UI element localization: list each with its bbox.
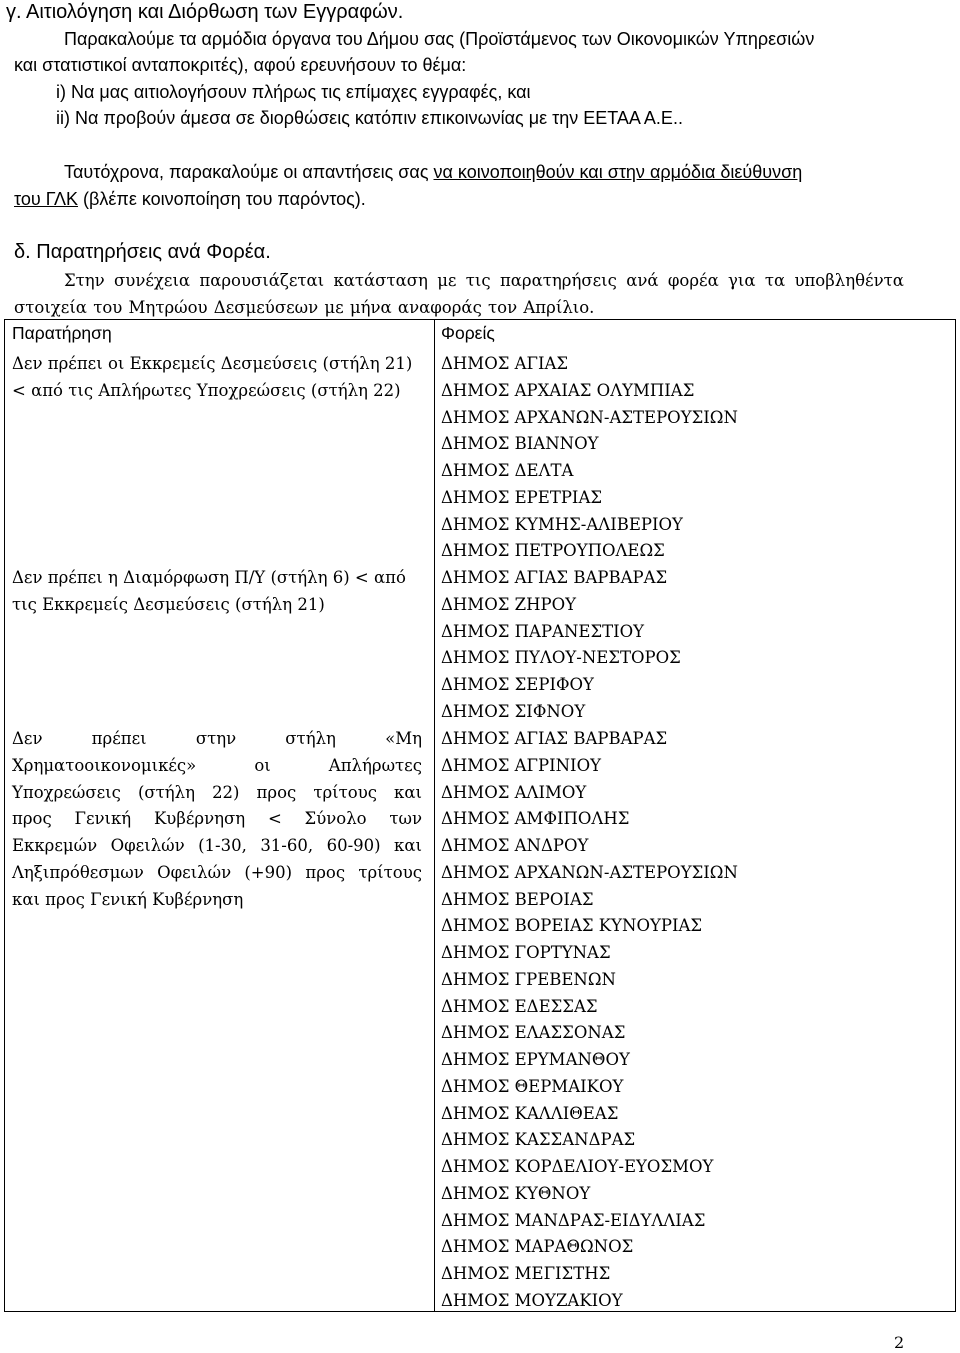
observation-line <box>12 833 422 860</box>
observation-word: των <box>389 809 422 829</box>
notice-underlined-2: του ΓΛΚ <box>14 189 79 209</box>
municipalities-group-3 <box>441 726 738 1315</box>
observation-line <box>12 726 422 753</box>
observation-word: Σύνολο <box>304 809 367 829</box>
observation-word: Απλήρωτες <box>328 755 422 775</box>
observation-word: τρίτους <box>313 782 377 802</box>
municipality-item: ΔΗΜΟΣ ΜΟΥΖΑΚΙΟΥ <box>441 1290 623 1310</box>
delta-word: με <box>437 271 457 290</box>
municipality-item: ΔΗΜΟΣ ΑΓΙΑΣ ΒΑΡΒΑΡΑΣ <box>441 568 668 587</box>
delta-word: για <box>728 271 756 290</box>
observation-word: και <box>394 782 422 802</box>
municipality-item: ΔΗΜΟΣ ΘΕΡΜΑΙΚΟΥ <box>441 1076 624 1096</box>
municipality-item: ΔΗΜΟΣ ΕΡΕΤΡΙΑΣ <box>441 487 603 507</box>
municipality-item: ΔΗΜΟΣ ΕΛΑΣΣΟΝΑΣ <box>441 1023 626 1043</box>
observation-word: Οφειλών <box>157 862 232 882</box>
observation-word: «Μη <box>385 729 422 748</box>
observation-word: στην <box>195 729 237 748</box>
observation-word: 60-90) <box>326 836 381 855</box>
municipality-item: ΔΗΜΟΣ ΚΥΜΗΣ-ΑΛΙΒΕΡΙΟΥ <box>441 514 683 534</box>
delta-word: παρατηρήσεις <box>499 271 617 290</box>
municipality-item: ΔΗΜΟΣ ΕΡΥΜΑΝΘΟΥ <box>441 1050 630 1069</box>
observation-word: και προς Γενική Κυβέρνηση <box>12 889 244 909</box>
delta-word: ανά <box>626 271 659 290</box>
observation-word: προς <box>12 809 52 829</box>
intro-line-1: Παρακαλούμε τα αρμόδια όργανα του Δήμου σας (Προϊστάμενος των Οικονομικών Υπηρεσιών <box>64 29 815 49</box>
item-ii: ii) Να προβούν άμεσα σε διορθώσεις κατόπιν επικοινωνίας με την ΕΕΤΑΑ Α.Ε.. <box>56 108 683 128</box>
observation-word: Οφειλών <box>110 836 185 855</box>
municipality-item: ΔΗΜΟΣ ΒΟΡΕΙΑΣ ΚΥΝΟΥΡΙΑΣ <box>441 916 703 936</box>
section-gamma-title: γ. Αιτιολόγηση και Διόρθωση των Εγγραφών. <box>6 1 404 23</box>
section-delta-title: δ. Παρατηρήσεις ανά Φορέα. <box>14 241 271 263</box>
municipality-item: ΔΗΜΟΣ ΑΓΙΑΣ ΒΑΡΒΑΡΑΣ <box>441 729 668 748</box>
municipality-item: ΔΗΜΟΣ ΠΑΡΑΝΕΣΤΙΟΥ <box>441 621 645 641</box>
municipality-item: ΔΗΜΟΣ ΑΜΦΙΠΟΛΗΣ <box>441 809 630 829</box>
observation-word: Γενική <box>74 809 132 829</box>
delta-word: τις <box>465 271 491 290</box>
observation-line <box>12 806 422 833</box>
observation-word: (στήλη <box>137 782 196 802</box>
observation-word: (1-30, <box>198 836 247 855</box>
observation-word: τρίτους <box>358 862 422 882</box>
observations-table <box>4 319 956 1312</box>
municipality-item: ΔΗΜΟΣ ΚΟΡΔΕΛΙΟΥ-ΕΥΟΣΜΟΥ <box>441 1157 714 1176</box>
notice-rest: (βλέπε κοινοποίηση του παρόντος). <box>83 189 366 209</box>
observation-word: Κυβέρνηση <box>153 809 246 829</box>
header-bodies: Φορείς <box>441 323 495 343</box>
municipality-item: ΔΗΜΟΣ ΒΙΑΝΝΟΥ <box>441 434 599 454</box>
municipality-item: ΔΗΜΟΣ ΚΑΣΣΑΝΔΡΑΣ <box>441 1130 636 1150</box>
delta-word: παρουσιάζεται <box>199 271 325 290</box>
observation-line <box>12 780 422 807</box>
observation-word: τις Εκκρεμείς Δεσμεύσεις (στήλη 21) <box>12 594 325 614</box>
municipality-item: ΔΗΜΟΣ ΔΕΛΤΑ <box>441 461 574 480</box>
observation-word: οι <box>254 755 271 775</box>
header-observation: Παρατήρηση <box>12 323 112 343</box>
notice-line-2 <box>14 186 366 212</box>
observation-word: προς <box>256 782 297 802</box>
observation-line <box>12 378 422 405</box>
municipality-item: ΔΗΜΟΣ ΜΕΓΙΣΤΗΣ <box>441 1264 611 1283</box>
observation-word: Δεν πρέπει η Διαμόρφωση Π/Υ (στήλη 6) < από <box>12 568 406 587</box>
delta-word: κατάσταση <box>333 271 428 290</box>
observation-group-2 <box>12 565 422 619</box>
municipality-item: ΔΗΜΟΣ ΑΡΧΑΝΩΝ-ΑΣΤΕΡΟΥΣΙΩΝ <box>441 862 738 882</box>
municipality-item: ΔΗΜΟΣ ΑΡΧΑΙΑΣ ΟΛΥΜΠΙΑΣ <box>441 380 695 400</box>
observation-line <box>12 753 422 780</box>
observation-word: Δεν <box>12 729 43 748</box>
municipality-item: ΔΗΜΟΣ ΕΔΕΣΣΑΣ <box>441 996 598 1016</box>
observation-word: Ληξιπρόθεσμων <box>12 862 144 882</box>
observation-word: < <box>267 809 282 829</box>
municipalities-group-1 <box>441 351 738 565</box>
municipality-item: ΔΗΜΟΣ ΜΑΝΔΡΑΣ-ΕΙΔΥΛΛΙΑΣ <box>441 1210 706 1230</box>
municipality-item: ΔΗΜΟΣ ΑΓΙΑΣ <box>441 354 569 373</box>
municipality-item: ΔΗΜΟΣ ΣΕΡΙΦΟΥ <box>441 675 594 694</box>
observation-word: πρέπει <box>91 729 147 748</box>
municipality-item: ΔΗΜΟΣ ΚΑΛΛΙΘΕΑΣ <box>441 1103 619 1123</box>
municipality-item: ΔΗΜΟΣ ΑΓΡΙΝΙΟΥ <box>441 755 601 775</box>
delta-word: συνέχεια <box>114 271 191 290</box>
delta-word: τα <box>764 271 786 290</box>
observation-word: προς <box>305 862 346 882</box>
item-i: i) Να μας αιτιολογήσουν πλήρως τις επίμαχες εγγραφές, και <box>56 82 531 102</box>
observation-line <box>12 887 422 914</box>
municipality-item: ΔΗΜΟΣ ΠΥΛΟΥ-ΝΕΣΤΟΡΟΣ <box>441 648 681 668</box>
delta-word: υποβληθέντα <box>794 271 904 290</box>
municipality-item: ΔΗΜΟΣ ΖΗΡΟΥ <box>441 594 577 614</box>
observation-word: < από τις Απλήρωτες Υποχρεώσεις (στήλη 22) <box>12 380 401 400</box>
observation-group-1 <box>12 351 422 405</box>
municipality-item: ΔΗΜΟΣ ΚΥΘΝΟΥ <box>441 1183 591 1203</box>
notice-underlined-1: να κοινοποιηθούν και στην αρμόδια διεύθυνση <box>433 162 803 182</box>
municipality-item: ΔΗΜΟΣ ΑΛΙΜΟΥ <box>441 782 587 802</box>
intro-line-2: και στατιστικοί ανταποκριτές), αφού ερευνήσουν το θέμα: <box>14 55 467 75</box>
observation-line <box>12 565 422 592</box>
observation-word: στήλη <box>285 729 336 748</box>
municipality-item: ΔΗΜΟΣ ΒΕΡΟΙΑΣ <box>441 889 594 909</box>
delta-word: φορέα <box>667 271 719 290</box>
municipality-item: ΔΗΜΟΣ ΓΡΕΒΕΝΩΝ <box>441 969 616 989</box>
notice-line-1 <box>64 159 802 185</box>
municipality-item: ΔΗΜΟΣ ΠΕΤΡΟΥΠΟΛΕΩΣ <box>441 541 665 561</box>
observation-line <box>12 592 422 619</box>
observation-word: Δεν πρέπει οι Εκκρεμείς Δεσμεύσεις (στήλη 21) <box>12 354 413 373</box>
delta-text-line-1 <box>64 268 904 294</box>
notice-plain: Ταυτόχρονα, παρακαλούμε οι απαντήσεις σας <box>64 162 429 182</box>
observation-line <box>12 351 422 378</box>
observation-word: Χρηματοοικονομικές» <box>12 755 197 775</box>
municipality-item: ΔΗΜΟΣ ΑΝΔΡΟΥ <box>441 836 589 855</box>
municipality-item: ΔΗΜΟΣ ΓΟΡΤΥΝΑΣ <box>441 943 611 962</box>
municipality-item: ΔΗΜΟΣ ΜΑΡΑΘΩΝΟΣ <box>441 1237 634 1257</box>
delta-word: Στην <box>64 271 105 290</box>
observation-line <box>12 860 422 887</box>
observation-group-3 <box>12 726 422 913</box>
observation-word: και <box>394 836 422 855</box>
column-divider <box>434 320 435 1311</box>
observation-word: Εκκρεμών <box>12 836 98 855</box>
municipalities-group-2 <box>441 565 681 726</box>
observation-word: 22) <box>212 782 240 802</box>
delta-text-line-2: στοιχεία του Μητρώου Δεσμεύσεων με μήνα αναφοράς τον Απρίλιο. <box>14 298 595 317</box>
page-number: 2 <box>894 1333 905 1352</box>
municipality-item: ΔΗΜΟΣ ΑΡΧΑΝΩΝ-ΑΣΤΕΡΟΥΣΙΩΝ <box>441 407 738 427</box>
observation-word: 31-60, <box>260 836 314 855</box>
observation-word: (+90) <box>244 862 293 882</box>
observation-word: Υποχρεώσεις <box>12 782 121 802</box>
municipality-item: ΔΗΜΟΣ ΣΙΦΝΟΥ <box>441 701 586 721</box>
